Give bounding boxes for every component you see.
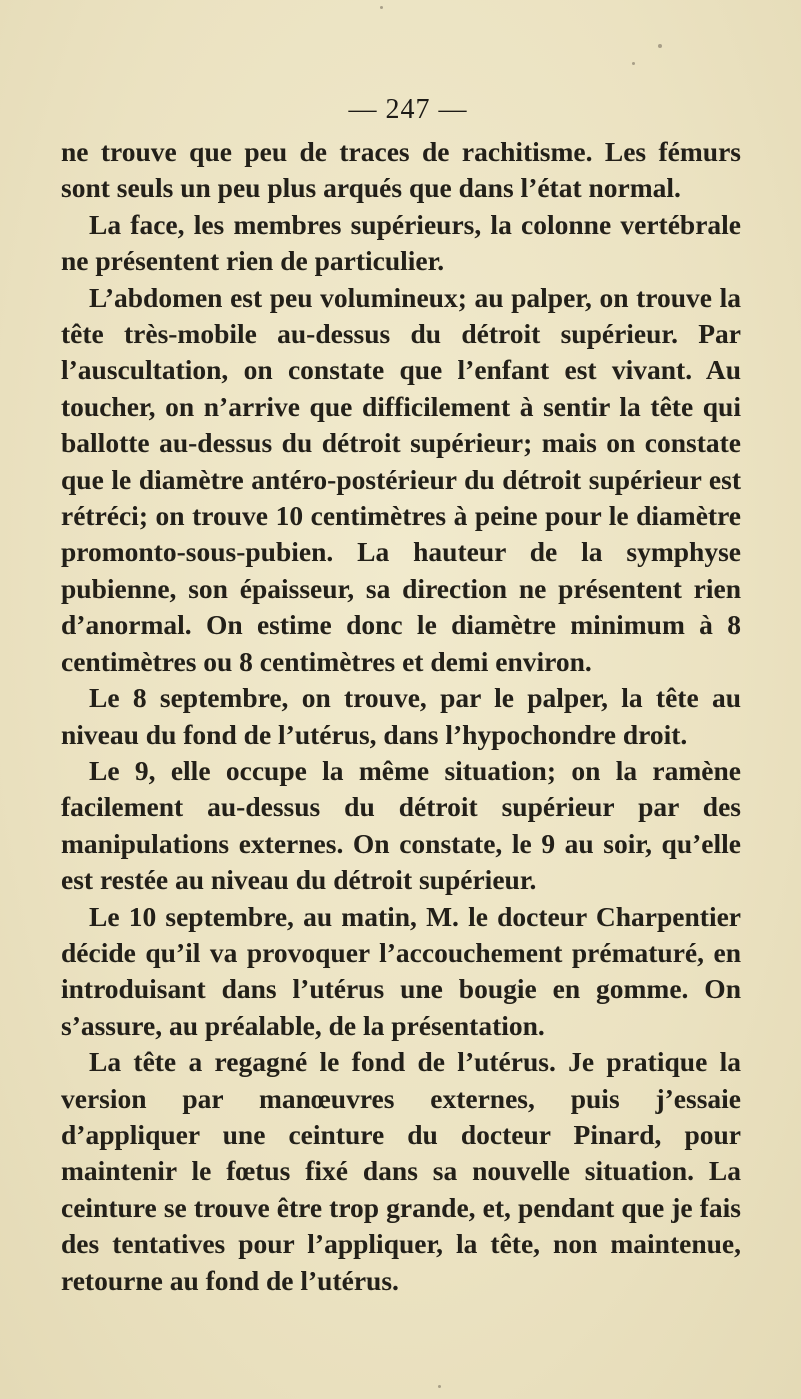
paragraph-1: ne trouve que peu de traces de rachitisme. Les fémurs sont seuls un peu plus arqués que dans l’état normal.: [61, 136, 741, 204]
paper-speck: [438, 1385, 441, 1388]
paper-speck: [632, 62, 635, 65]
paragraph-2: La face, les membres supérieurs, la colonne vertébrale ne présentent rien de particulier.: [61, 208, 741, 277]
page-number: — 247 —: [348, 94, 468, 125]
paragraph-7: La tête a regagné le fond de l’utérus. Je pratique la version par manœuvres externes, puis j’essaie d’appliquer une ceinture du docteur Pinard, pour maintenir le fœtus fixé dans sa nouvelle situation. La ceinture se trouve être trop grande, et, pendant que je fais des tentatives pour l’appliquer, la tête, non maintenue, retourne au fond de l’utérus.: [61, 1046, 741, 1296]
paper-speck: [658, 44, 662, 48]
paper-speck: [380, 6, 383, 9]
paragraph-4: Le 8 septembre, on trouve, par le palper, la tête au niveau du fond de l’utérus, dans l’hypochondre droit.: [61, 682, 741, 750]
paragraph-5: Le 9, elle occupe la même situation; on la ramène facilement au-dessus du détroit supérieur par des manipulations externes. On constate, le 9 au soir, qu’elle est restée au niveau du détroit supérieur.: [61, 754, 741, 896]
body-text: [61, 134, 741, 1299]
paragraph-6: Le 10 septembre, au matin, M. le docteur Charpentier décide qu’il va provoquer l’accouchement prématuré, en introduisant dans l’utérus une bougie en gomme. On s’assure, au préalable, de la présentation.: [61, 900, 741, 1041]
page-content: [61, 90, 741, 1299]
paragraph-3: L’abdomen est peu volumineux; au palper, on trouve la tête très-mobile au-dessus du détroit supérieur. Par l’auscultation, on constate que l’enfant est vivant. Au toucher, on n’arrive que difficilement à sentir la tête qui ballotte au-dessus du détroit supérieur; mais on constate que le diamètre antéro-postérieur du détroit supérieur est rétréci; on trouve 10 centimètres à peine pour le diamètre promonto-sous-pubien. La hauteur de la symphyse pubienne, son épaisseur, sa direction ne présentent rien d’anormal. On estime donc le diamètre minimum à 8 centimètres ou 8 centimètres et demi environ.: [61, 281, 741, 677]
